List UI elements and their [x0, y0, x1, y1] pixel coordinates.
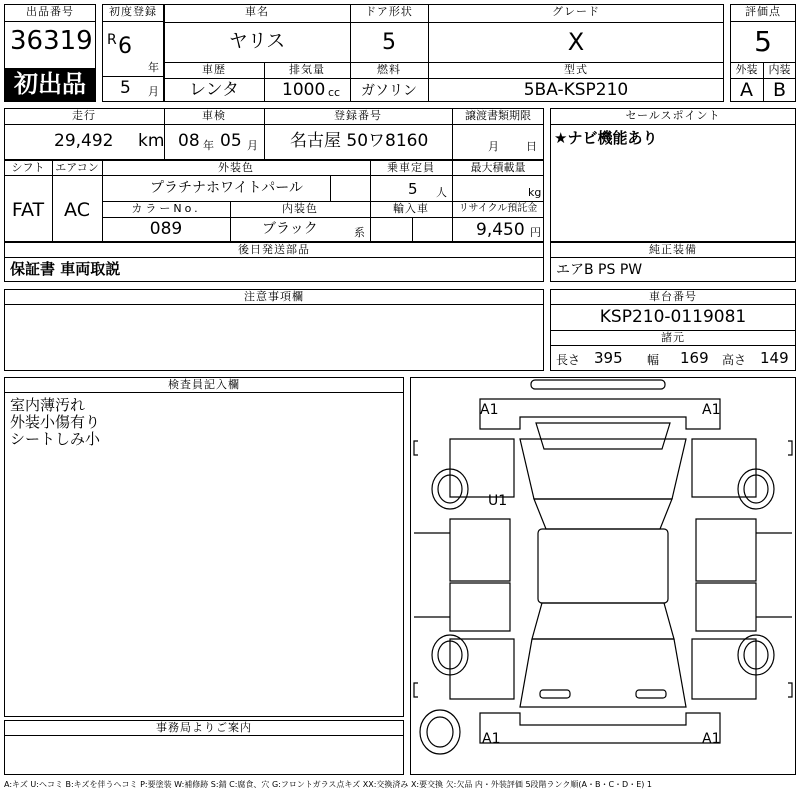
- damage-mark-front-right: A1: [702, 402, 721, 418]
- grade-label: グレード: [552, 5, 600, 18]
- model-value: 5BA-KSP210: [523, 80, 629, 100]
- length-value: 395: [594, 349, 623, 367]
- disp-label: 排気量: [289, 63, 325, 76]
- height-label: 高さ: [722, 353, 747, 367]
- reg-era: R: [107, 32, 117, 48]
- recycle-value: 9,450: [476, 220, 525, 240]
- shift-label: シフト: [11, 161, 45, 174]
- equip-label: 純正装備: [550, 242, 796, 258]
- height-value: 149: [760, 349, 789, 367]
- int-color-unit: 系: [354, 226, 365, 239]
- int-grade-label: 内装: [768, 63, 791, 76]
- shift-value: FAT: [11, 199, 45, 221]
- inspector-line-1: 室内薄汚れ: [10, 396, 86, 414]
- inspector-label: 検査員記入欄: [4, 377, 404, 393]
- door-label: ドア形状: [365, 5, 413, 18]
- shaken-month: 05: [220, 131, 242, 151]
- cap-unit: 人: [436, 186, 447, 199]
- width-value: 169: [680, 349, 709, 367]
- reg-year-unit: 年: [148, 61, 159, 74]
- int-grade: B: [772, 79, 787, 101]
- length-label: 長さ: [556, 353, 581, 367]
- shaken-year: 08: [178, 131, 200, 151]
- plate-value: 名古屋 50ワ8160: [290, 131, 429, 151]
- sales-text: ★ナビ機能あり: [554, 129, 658, 147]
- inspector-line-2: 外装小傷有り: [10, 413, 101, 431]
- model-label: 型式: [564, 63, 588, 76]
- fuel-label: 燃料: [377, 63, 401, 76]
- int-color-label: 内装色: [282, 202, 318, 215]
- ac-label: エアコン: [55, 161, 99, 174]
- chassis-label: 車台番号: [550, 289, 796, 305]
- spec-label: 諸元: [550, 330, 796, 346]
- damage-mark-left-fender: U1: [488, 493, 508, 509]
- history-value: レンタ: [189, 80, 239, 100]
- car-damage-diagram: [410, 377, 796, 772]
- score-label: 評価点: [730, 4, 796, 22]
- lot-number: 36319: [10, 26, 93, 56]
- recycle-label: リサイクル預託金: [458, 203, 538, 214]
- shaken-year-unit: 年: [203, 139, 214, 152]
- int-color-value: ブラック: [262, 221, 318, 237]
- recycle-unit: 円: [530, 226, 541, 239]
- damage-mark-front-left: A1: [480, 402, 499, 418]
- grade-value: X: [567, 28, 585, 56]
- first-listing-tag: 初出品: [5, 68, 95, 101]
- parts-text: 保証書 車両取説: [10, 260, 121, 278]
- chassis-value: KSP210-0119081: [599, 307, 747, 327]
- name-label: 車名: [245, 5, 269, 18]
- cap-label: 乗車定員: [387, 161, 435, 174]
- mileage-label: 走行: [72, 109, 96, 122]
- ext-grade: A: [740, 79, 753, 101]
- notes-label: 注意事項欄: [4, 289, 544, 305]
- ext-color-label: 外装色: [218, 161, 254, 174]
- score-value: 5: [754, 25, 772, 58]
- ac-value: AC: [64, 199, 90, 221]
- car-name: ヤリス: [228, 30, 286, 52]
- sales-label: セールスポイント: [550, 108, 796, 125]
- import-label: 輸入車: [393, 202, 429, 215]
- first-reg-label: 初度登録: [102, 4, 164, 22]
- disp-unit: cc: [328, 86, 341, 99]
- width-label: 幅: [647, 353, 660, 367]
- inspector-line-3: シートしみ小: [10, 430, 101, 448]
- plate-label: 登録番号: [334, 109, 382, 122]
- parts-label: 後日発送部品: [4, 242, 544, 258]
- load-unit: kg: [528, 186, 542, 199]
- shaken-month-unit: 月: [247, 139, 258, 152]
- door-type: 5: [382, 30, 396, 55]
- mileage-value: 29,492: [54, 131, 114, 151]
- equip-text: エアB PS PW: [556, 262, 643, 278]
- ext-grade-label: 外装: [735, 63, 758, 76]
- cap-value: 5: [408, 180, 418, 198]
- reg-year: 6: [118, 34, 132, 59]
- disp-value: 1000: [282, 80, 326, 100]
- shaken-label: 車検: [202, 109, 226, 122]
- reg-month-unit: 月: [148, 85, 159, 98]
- fuel-value: ガソリン: [361, 83, 417, 99]
- damage-mark-rear-left: A1: [482, 731, 501, 747]
- history-label: 車歴: [202, 63, 226, 76]
- lot-label: 出品番号: [4, 4, 96, 22]
- transfer-month: 月: [488, 140, 499, 153]
- transfer-label: 譲渡書類期限: [465, 109, 531, 122]
- load-label: 最大積載量: [470, 161, 526, 174]
- legend-line: A:キズ U:ヘコミ B:キズを伴うヘコミ P:要塗装 W:補修跡 S:錆 C:腐食、穴 G:フロントガラス点キズ XX:交換済み X:要交換 欠:欠品 内・外装評価 5段階ランク順(A・B・C・D・E) 1: [4, 780, 653, 789]
- transfer-day: 日: [526, 140, 537, 153]
- reg-month: 5: [120, 78, 131, 98]
- damage-mark-rear-right: A1: [702, 731, 721, 747]
- color-no-value: 089: [149, 219, 183, 239]
- color-no-label: カラーNo.: [131, 202, 201, 215]
- mileage-unit: km: [138, 131, 165, 151]
- office-label: 事務局よりご案内: [4, 720, 404, 736]
- ext-color-value: プラチナホワイトパール: [150, 180, 304, 196]
